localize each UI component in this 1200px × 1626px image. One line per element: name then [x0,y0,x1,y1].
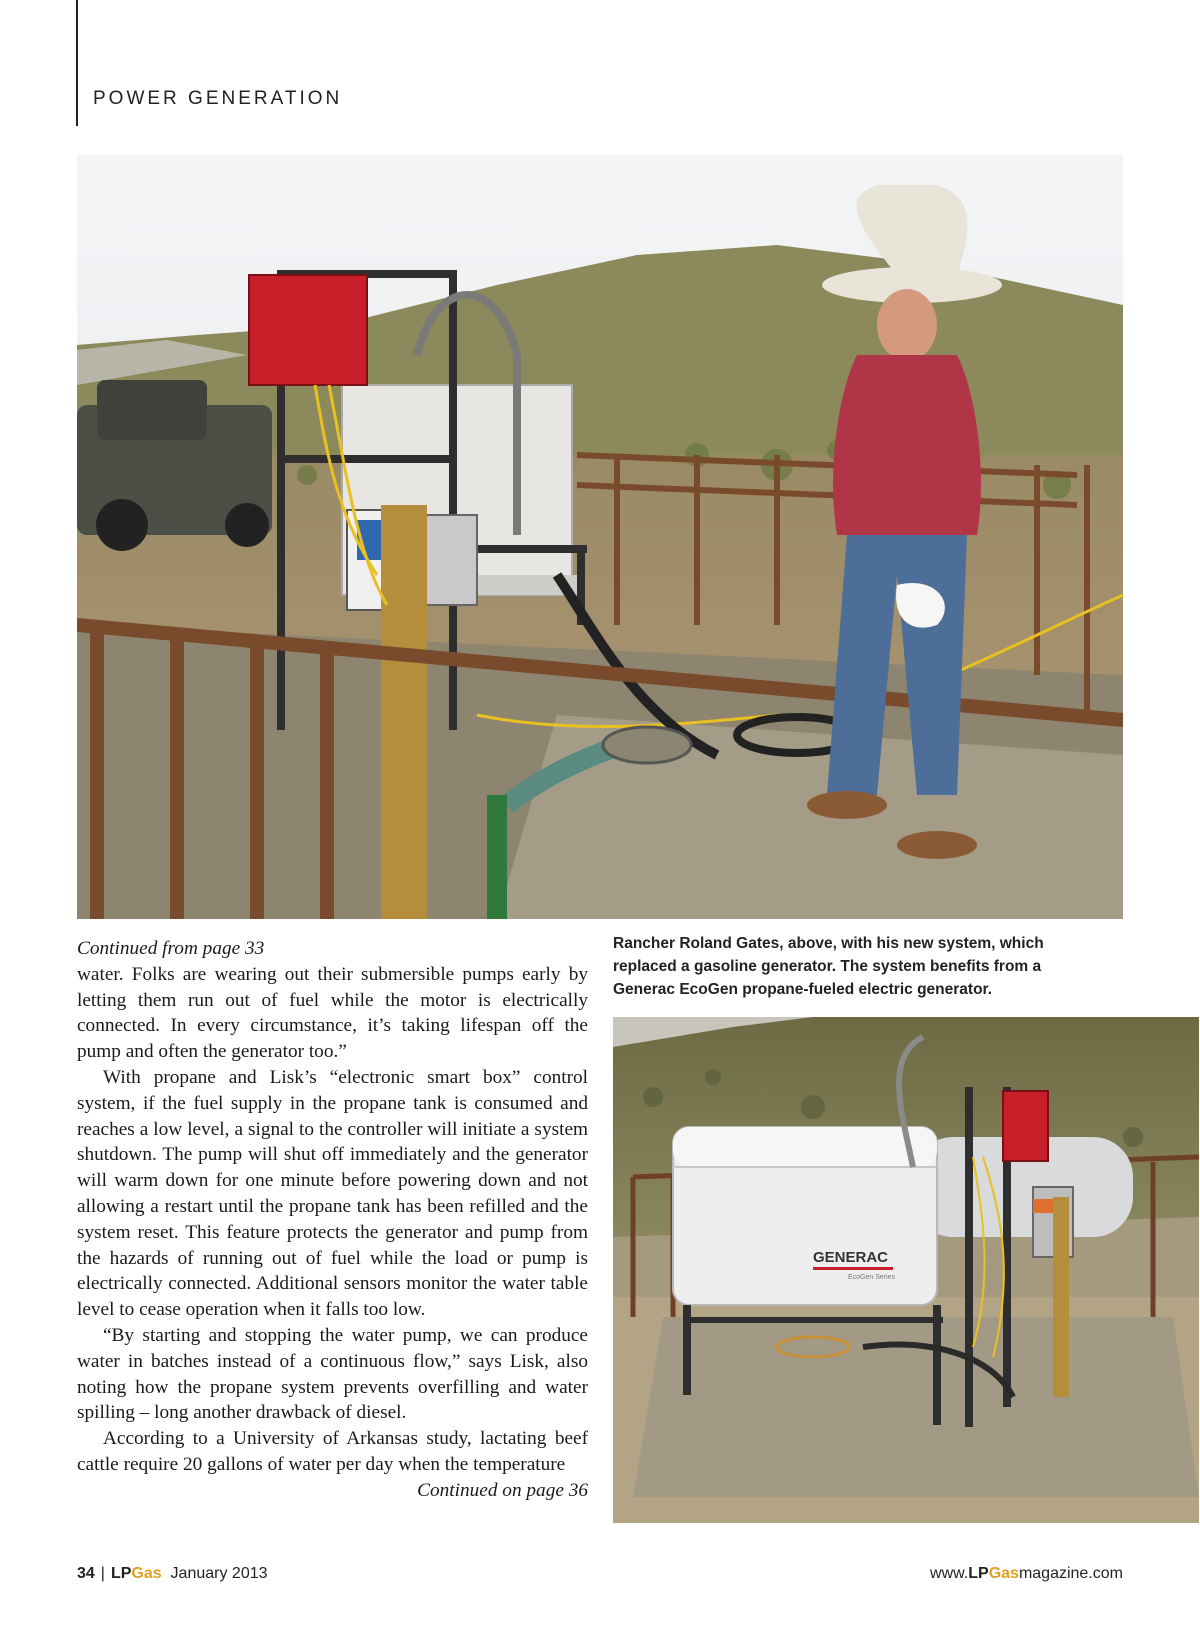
section-rule [76,0,78,126]
paragraph-4: According to a University of Arkansas study, lactating beef cattle require 20 gallons of water per day when the temperature [77,1428,588,1475]
url-prefix: www. [930,1565,969,1582]
paragraph-2: With propane and Lisk’s “electronic smart box” control system, if the fuel supply in the propane tank is consumed and reaches a low level, a signal to the controller will initiate a system shutdown. The pump will shut off immediately and the generator will warm down for one minute before powering down and not allowing a restart until the propane tank has been refilled and the system reset. This feature protects the generator and pump from the hazards of running out of fuel while the load or pump is electrically connected. Additional sensors monitor the water table level to cease operation when it falls too low. [77,1066,588,1321]
section-label: POWER GENERATION [93,88,343,109]
folio-separator: | [100,1565,105,1582]
magazine-name-lp: LP [110,1565,132,1582]
url-lp: LP [968,1565,989,1582]
generac-logo-text: GENERAC [813,1249,889,1266]
photo-caption: Rancher Roland Gates, above, with his new system, which replaced a gasoline generator. The system benefits from a Generac EcoGen propane-fueled electric generator. [613,935,1044,998]
photo-rancher-with-system [77,155,1123,919]
magazine-name-gas: Gas [131,1565,162,1582]
photo-generac-generator [613,1017,1199,1523]
ecogen-model-text: EcoGen Series [848,1274,896,1281]
footer-folio [77,1565,268,1583]
issue-date: January 2013 [170,1565,268,1582]
footer-url[interactable] [930,1565,1123,1583]
article-body [77,936,588,1504]
paragraph-3: “By starting and stopping the water pump, we can produce water in batches instead of a continuous flow,” says Lisk, also noting how the propane system prevents overfilling and water spilling – long another drawback of diesel. [77,1324,588,1424]
url-gas: Gas [988,1565,1019,1582]
continued-on: Continued on page 36 [417,1479,588,1501]
url-suffix: magazine.com [1018,1565,1123,1582]
page-number: 34 [77,1565,95,1582]
paragraph-1: water. Folks are wearing out their submersible pumps early by letting them run out of fuel while the motor is electrically connected. In every circumstance, it’s taking lifespan off the pump and often the generator too.” [77,963,588,1063]
continued-from: Continued from page 33 [77,938,265,959]
